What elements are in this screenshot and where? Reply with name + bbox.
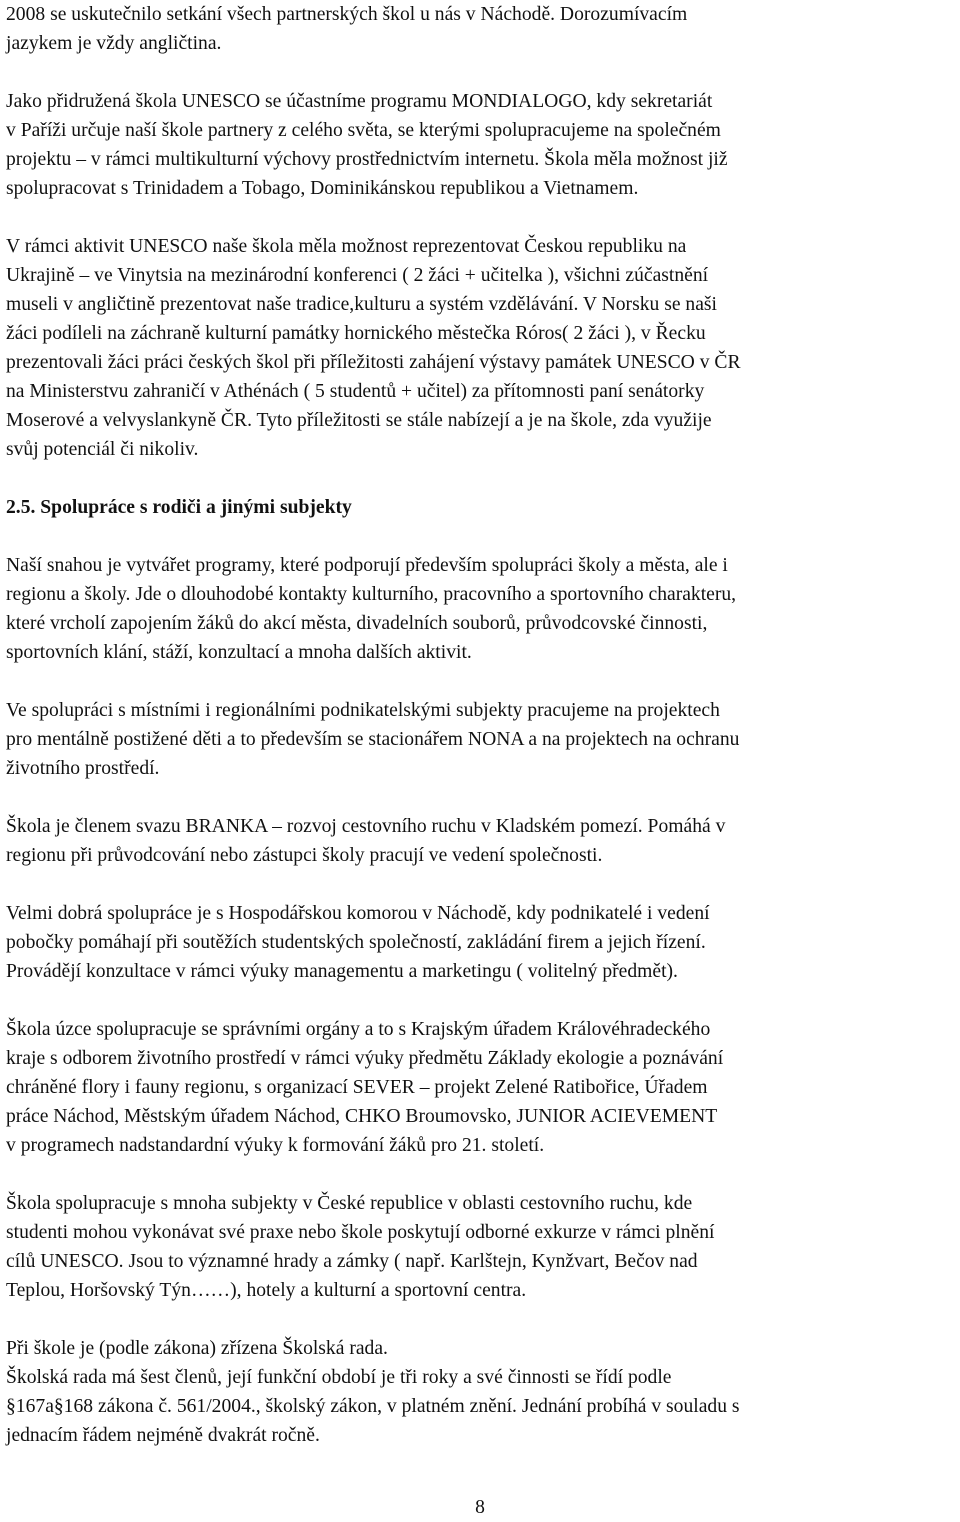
paragraph-branka bbox=[6, 812, 956, 870]
text-line: V rámci aktivit UNESCO naše škola měla možnost reprezentovat Českou republiku na bbox=[6, 236, 687, 257]
text-line: regionu a školy. Jde o dlouhodobé kontakty kulturního, pracovního a sportovního charakteru, bbox=[6, 584, 737, 605]
text-line: Škola úzce spolupracuje se správními orgány a to s Krajským úřadem Královéhradeckého bbox=[6, 1019, 711, 1040]
text-line: sportovních klání, stáží, konzultací a mnoha dalších aktivit. bbox=[6, 642, 472, 663]
paragraph-partner-schools bbox=[6, 0, 956, 58]
text-line: práce Náchod, Městským úřadem Náchod, CHKO Broumovsko, JUNIOR ACIEVEMENT bbox=[6, 1106, 718, 1127]
text-line: projektu – v rámci multikulturní výchovy prostřednictvím internetu. Škola měla možnost již bbox=[6, 149, 728, 170]
text-line: v Paříži určuje naší škole partnery z celého světa, se kterými spolupracujeme na společném bbox=[6, 120, 721, 141]
text-line: museli v angličtině prezentovat naše tradice,kulturu a systém vzdělávání. V Norsku se naši bbox=[6, 294, 717, 315]
text-line: Ve spolupráci s místními i regionálními podnikatelskými subjekty pracujeme na projektech bbox=[6, 700, 720, 721]
paragraph-mondialogo bbox=[6, 87, 956, 203]
text-line: chráněné flory i fauny regionu, s organizací SEVER – projekt Zelené Ratibořice, Úřadem bbox=[6, 1077, 708, 1098]
text-line: Při škole je (podle zákona) zřízena Školská rada. bbox=[6, 1338, 388, 1359]
paragraph-administrative-bodies bbox=[6, 1015, 956, 1160]
document-page bbox=[6, 0, 956, 1450]
cooperation-section bbox=[6, 551, 956, 1450]
section-heading: 2.5. Spolupráce s rodiči a jinými subjekty bbox=[6, 497, 352, 518]
text-line: žáci podíleli na záchraně kulturní památky hornického městečka Róros( 2 žáci ), v Řecku bbox=[6, 323, 706, 344]
text-line: kraje s odborem životního prostředí v rámci výuky předmětu Základy ekologie a poznávání bbox=[6, 1048, 724, 1069]
page-number: 8 bbox=[475, 1497, 485, 1518]
text-line: na Ministerstvu zahraničí v Athénách ( 5 studentů + učitel) za přítomnosti paní senátorky bbox=[6, 381, 705, 402]
paragraph-unesco-activities bbox=[6, 232, 956, 464]
text-line: jazykem je vždy angličtina. bbox=[6, 33, 222, 54]
text-line: Naší snahou je vytvářet programy, které podporují především spolupráci školy a města, ale i bbox=[6, 555, 728, 576]
paragraph-business-cooperation bbox=[6, 696, 956, 783]
text-line: Velmi dobrá spolupráce je s Hospodářskou komorou v Náchodě, kdy podnikatelé i vedení bbox=[6, 903, 710, 924]
text-line: regionu při průvodcování nebo zástupci školy pracují ve vedení společnosti. bbox=[6, 845, 603, 866]
text-line: Moserové a velvyslankyně ČR. Tyto příležitosti se stále nabízejí a je na škole, zda využije bbox=[6, 410, 712, 431]
text-line: pobočky pomáhají při soutěžích studentských společností, zakládání firem a jejich řízení. bbox=[6, 932, 706, 953]
paragraph-chamber-of-commerce bbox=[6, 899, 956, 986]
text-line: spolupracovat s Trinidadem a Tobago, Dominikánskou republikou a Vietnamem. bbox=[6, 178, 639, 199]
text-line: Provádějí konzultace v rámci výuky managementu a marketingu ( volitelný předmět). bbox=[6, 961, 678, 982]
text-line: jednacím řádem nejméně dvakrát ročně. bbox=[6, 1425, 320, 1446]
text-line: které vrcholí zapojením žáků do akcí města, divadelních souborů, průvodcovské činnosti, bbox=[6, 613, 708, 634]
paragraph-school-council bbox=[6, 1334, 956, 1450]
text-line: Škola je členem svazu BRANKA – rozvoj cestovního ruchu v Kladském pomezí. Pomáhá v bbox=[6, 816, 726, 837]
intro-section bbox=[6, 0, 956, 464]
text-line: §167a§168 zákona č. 561/2004., školský zákon, v platném znění. Jednání probíhá v souladu s bbox=[6, 1396, 740, 1417]
text-line: v programech nadstandardní výuky k formování žáků pro 21. století. bbox=[6, 1135, 545, 1156]
text-line: Ukrajině – ve Vinytsia na mezinárodní konferenci ( 2 žáci + učitelka ), všichni zúčastnění bbox=[6, 265, 709, 286]
text-line: Škola spolupracuje s mnoha subjekty v České republice v oblasti cestovního ruchu, kde bbox=[6, 1193, 693, 1214]
paragraph-city-cooperation bbox=[6, 551, 956, 667]
text-line: prezentovali žáci práci českých škol při příležitosti zahájení výstavy památek UNESCO v ČR bbox=[6, 352, 741, 373]
text-line: studenti mohou vykonávat své praxe nebo škole poskytují odborné exkurze v rámci plnění bbox=[6, 1222, 715, 1243]
text-line: 2008 se uskutečnilo setkání všech partnerských škol u nás v Náchodě. Dorozumívacím bbox=[6, 4, 688, 25]
text-line: Jako přidružená škola UNESCO se účastníme programu MONDIALOGO, kdy sekretariát bbox=[6, 91, 713, 112]
text-line: svůj potenciál či nikoliv. bbox=[6, 439, 199, 460]
text-line: Teplou, Horšovský Týn……), hotely a kulturní a sportovní centra. bbox=[6, 1280, 527, 1301]
text-line: životního prostředí. bbox=[6, 758, 160, 779]
text-line: Školská rada má šest členů, její funkční období je tři roky a své činnosti se řídí podle bbox=[6, 1367, 672, 1388]
text-line: cílů UNESCO. Jsou to významné hrady a zámky ( např. Karlštejn, Kynžvart, Bečov nad bbox=[6, 1251, 698, 1272]
text-line: pro mentálně postižené děti a to především se stacionářem NONA a na projektech na ochranu bbox=[6, 729, 740, 750]
paragraph-tourism-subjects bbox=[6, 1189, 956, 1305]
